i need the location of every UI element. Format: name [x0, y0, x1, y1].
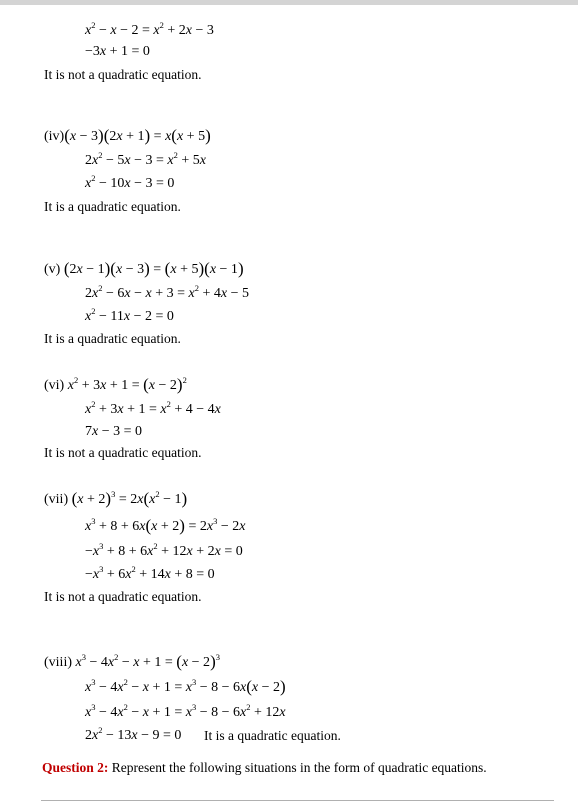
- part-label: (vi): [44, 378, 65, 393]
- part-label: (iv): [44, 129, 65, 144]
- equation-line: $2x^2 - 5x - 3 = x^2 + 5x$: [85, 150, 206, 168]
- page-divider: [41, 800, 554, 801]
- equation-line: $x^2 - x - 2 = x^2 + 2x - 3$: [85, 20, 214, 38]
- equation-line: $x^2 + 3x + 1 = x^2 + 4 - 4x$: [85, 399, 221, 417]
- problem-v: (v) (2x − 1)(x − 3) = (x + 5)(x − 1): [44, 259, 244, 278]
- problem-viii: (viii) $x^3 - 4x^2 - x + 1 = (x - 2)^3$: [44, 652, 220, 671]
- conclusion-text: It is not a quadratic equation.: [44, 445, 202, 460]
- part-label: (vii): [44, 492, 69, 507]
- question-2: [42, 759, 487, 777]
- equation-line: $-x^3 + 8 + 6x^2 + 12x + 2x = 0$: [85, 541, 243, 559]
- question-label: Question 2:: [42, 760, 109, 775]
- conclusion-text: It is a quadratic equation.: [204, 728, 341, 743]
- equation-line: −3x + 1 = 0: [85, 44, 150, 59]
- equation-line: $2x^2 - 6x - x + 3 = x^2 + 4x - 5$: [85, 283, 250, 301]
- part-label: (v): [44, 262, 61, 277]
- equation-line: $x^3 - 4x^2 - x + 1 = x^3 - 8 - 6x(x - 2)$: [85, 677, 286, 696]
- equation-line: $x^2 - 11x - 2 = 0$: [85, 306, 174, 324]
- equation-line: $x^3 - 4x^2 - x + 1 = x^3 - 8 - 6x^2 + 12x$: [85, 702, 286, 720]
- equation-line: 7x − 3 = 0: [85, 424, 143, 439]
- equation-line: $x^2 - 10x - 3 = 0$: [85, 173, 175, 191]
- conclusion-text: It is not a quadratic equation.: [44, 67, 202, 82]
- conclusion-text: It is a quadratic equation.: [44, 331, 181, 346]
- top-border: [0, 0, 578, 5]
- conclusion-text: It is not a quadratic equation.: [44, 589, 202, 604]
- conclusion-text: It is a quadratic equation.: [44, 199, 181, 214]
- problem-vii: (vii) $(x + 2)^3 = 2x(x^2 - 1)$: [44, 489, 188, 508]
- equation-line: $-x^3 + 6x^2 + 14x + 8 = 0$: [85, 564, 215, 582]
- equation-line: $x^3 + 8 + 6x(x + 2) = 2x^3 - 2x$: [85, 516, 246, 535]
- part-label: (viii): [44, 655, 72, 670]
- equation-line: $2x^2 - 13x - 9 = 0$: [85, 725, 182, 743]
- question-text: Represent the following situations in the form of quadratic equations.: [108, 760, 487, 775]
- problem-vi: (vi) $x^2 + 3x + 1 = (x - 2)^2$: [44, 375, 187, 394]
- problem-iv: (iv)(x − 3)(2x + 1) = x(x + 5): [44, 126, 211, 145]
